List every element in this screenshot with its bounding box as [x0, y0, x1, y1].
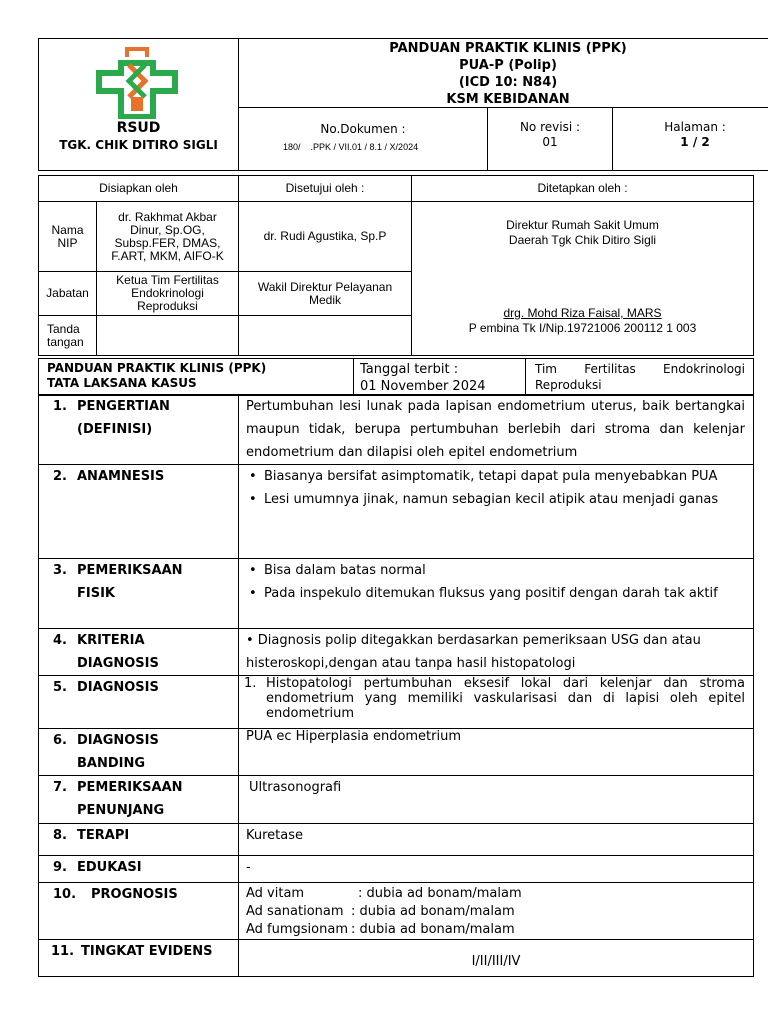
section-row — [39, 776, 754, 824]
section-label: 5. DIAGNOSIS — [39, 676, 239, 729]
section-label: 9. EDUKASI — [39, 856, 239, 883]
section-row — [39, 940, 754, 977]
differential-diagnosis-text: PUA ec Hiperplasia endometrium — [239, 729, 754, 776]
prognosis-line: Ad vitam : dubia ad bonam/malam — [246, 886, 522, 901]
approved-header: Disetujui oleh : — [239, 176, 412, 202]
date-label: Tanggal terbit : — [360, 362, 459, 377]
diagnosis-criteria-text: • Diagnosis polip ditegakkan berdasarkan pemeriksaan USG dan atau histeroskopi,dengan atau tanpa hasil histopatologi — [239, 629, 754, 676]
hospital-logo-icon — [95, 45, 179, 119]
diagnosis-text: Histopatologi pertumbuhan eksesif lokal dari kelenjar dan stroma endometrium yang memiliki vaskularisasi dan di lapisi oleh epitel endometrium — [266, 676, 745, 721]
section-label: 10. PROGNOSIS — [39, 883, 239, 940]
team-cell — [526, 359, 754, 396]
diagnosis-cell — [239, 676, 754, 729]
department: KSM KEBIDANAN — [446, 92, 570, 107]
page-value: 1 / 2 — [680, 135, 710, 149]
prepared-signature — [97, 316, 239, 356]
section-label: 4. KRITERIA DIAGNOSIS — [39, 629, 239, 676]
approval-table — [38, 175, 754, 356]
revision-label: No revisi : — [519, 120, 581, 134]
approved-name: dr. Rudi Agustika, Sp.P — [239, 202, 412, 272]
section-label: 6. DIAGNOSIS BANDING — [39, 729, 239, 776]
section-label: 1. PENGERTIAN (DEFINISI) — [39, 395, 239, 465]
ppk-title: PANDUAN PRAKTIK KLINIS (PPK) — [47, 361, 267, 375]
prognosis-line: Ad sanationam : dubia ad bonam/malam — [246, 904, 515, 919]
team-name: Tim Fertilitas Endokrinologi Reproduksi — [535, 362, 745, 392]
approved-signature — [239, 316, 412, 356]
prepared-name: dr. Rakhmat Akbar Dinur, Sp.OG, Subsp.FER, DMAS, F.ART, MKM, AIFO-K — [97, 202, 239, 272]
section-row — [39, 729, 754, 776]
doc-title: PANDUAN PRAKTIK KLINIS (PPK) — [389, 41, 627, 56]
list-item: • Biasanya bersifat asimptomatik, tetapi dapat pula menyebabkan PUA — [246, 465, 745, 488]
prognosis-cell — [239, 883, 754, 940]
diagnosis-item-number: 1. — [244, 676, 257, 691]
anamnesis-list — [239, 465, 754, 559]
section-row — [39, 559, 754, 629]
document-header — [38, 38, 768, 171]
hospital-short-name: RSUD — [116, 120, 161, 136]
evidence-level-text: I/II/III/IV — [239, 940, 754, 977]
prepared-header: Disiapkan oleh — [39, 176, 239, 202]
section-row — [39, 824, 754, 856]
approved-position: Wakil Direktur Pelayanan Medik — [239, 272, 412, 316]
section-row — [39, 856, 754, 883]
info-table — [38, 358, 754, 396]
list-item: • Bisa dalam batas normal — [246, 559, 745, 582]
date-cell — [354, 359, 526, 396]
name-label: Nama NIP — [39, 202, 97, 272]
established-nip: P embina Tk I/Nip.19721006 200112 1 003 — [468, 321, 697, 335]
section-row — [39, 629, 754, 676]
section-row — [39, 465, 754, 559]
established-header: Ditetapkan oleh : — [412, 176, 754, 202]
list-item: • Pada inspekulo ditemukan fluksus yang positif dengan darah tak aktif — [246, 582, 745, 605]
section-label: 3. PEMERIKSAAN FISIK — [39, 559, 239, 629]
list-item: • Lesi umumnya jinak, namun sebagian kecil atipik atau menjadi ganas — [246, 488, 745, 511]
definition-text: Pertumbuhan lesi lunak pada lapisan endometrium uterus, baik bertangkai maupun tidak, berupa pertumbuhan berlebih dari stroma dan kelenjar endometrium dan dilapisi oleh epitel endometrium — [239, 395, 754, 465]
page-label: Halaman : — [664, 120, 726, 134]
doc-number-label: No.Dokumen : — [320, 122, 406, 136]
supporting-exam-text: Ultrasonografi — [239, 776, 754, 824]
section-label: 7. PEMERIKSAAN PENUNJANG — [39, 776, 239, 824]
section-label: 8. TERAPI — [39, 824, 239, 856]
section-label: 2. ANAMNESIS — [39, 465, 239, 559]
prognosis-line: Ad fumgsionam : dubia ad bonam/malam — [246, 922, 515, 937]
ppk-title-cell — [39, 359, 354, 396]
physical-exam-list — [239, 559, 754, 629]
therapy-text: Kuretase — [239, 824, 754, 856]
established-name: drg. Mohd Riza Faisal, MARS — [503, 306, 662, 320]
page-cell — [613, 108, 768, 171]
hospital-cell — [39, 39, 239, 171]
education-text: - — [239, 856, 754, 883]
content-table — [38, 394, 754, 977]
date-value: 01 November 2024 — [360, 379, 486, 394]
section-row — [39, 395, 754, 465]
icd-code: (ICD 10: N84) — [458, 75, 558, 90]
doc-number-value: 180/ .PPK / VII.01 / 8.1 / X/2024 — [283, 142, 419, 152]
signature-label: Tanda tangan — [39, 316, 97, 356]
doc-subtitle: PUA-P (Polip) — [459, 58, 557, 73]
prepared-position: Ketua Tim Fertilitas Endokrinologi Reproduksi — [97, 272, 239, 316]
revision-cell — [488, 108, 613, 171]
doc-number-cell — [239, 108, 488, 171]
revision-value: 01 — [542, 135, 558, 149]
established-title: Direktur Rumah Sakit Umum Daerah Tgk Chik Ditiro Sigli — [506, 218, 659, 247]
section-row — [39, 676, 754, 729]
ppk-subtitle: TATA LAKSANA KASUS — [47, 376, 197, 390]
section-row — [39, 883, 754, 940]
section-label: 11. TINGKAT EVIDENS — [39, 940, 239, 977]
hospital-name: TGK. CHIK DITIRO SIGLI — [59, 138, 218, 152]
title-cell — [239, 39, 768, 108]
established-cell — [412, 202, 754, 356]
position-label: Jabatan — [39, 272, 97, 316]
